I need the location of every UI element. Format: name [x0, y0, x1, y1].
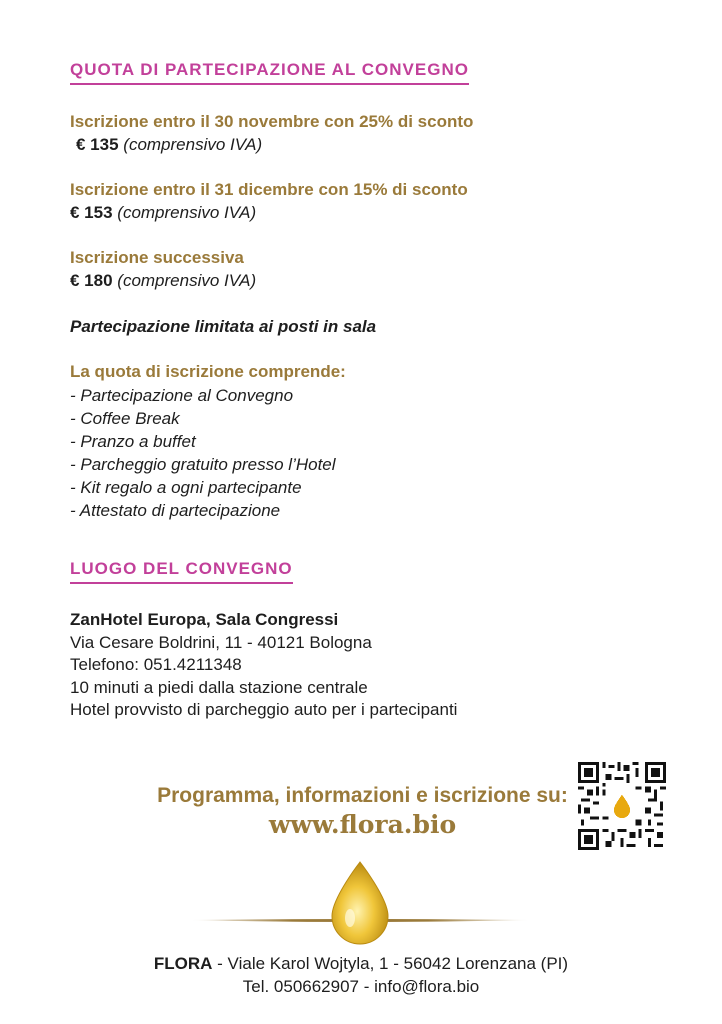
footer-address-line — [0, 954, 722, 974]
venue-name: ZanHotel Europa, Sala Congressi — [70, 610, 339, 629]
venue-section-title: LUOGO DEL CONVEGNO — [70, 559, 293, 584]
promo-url[interactable]: www.flora.bio — [268, 810, 457, 839]
tier-3-price: € 180 — [70, 271, 113, 290]
limited-seats-note: Partecipazione limitata ai posti in sala — [70, 317, 377, 336]
promo-text: Programma, informazioni e iscrizione su: — [157, 784, 568, 807]
list-item: - Parcheggio gratuito presso l’Hotel — [70, 455, 336, 474]
list-item: - Coffee Break — [70, 409, 180, 428]
list-item: - Pranzo a buffet — [70, 432, 196, 451]
includes-title: La quota di iscrizione comprende: — [70, 362, 346, 381]
tier-2-price-row — [70, 203, 256, 223]
tier-1-price: € 135 — [76, 135, 119, 154]
venue-details — [70, 609, 457, 722]
tier-2-price: € 153 — [70, 203, 113, 222]
venue-phone: Telefono: 051.4211348 — [70, 655, 242, 674]
list-item: - Partecipazione al Convegno — [70, 386, 294, 405]
oil-drop-logo — [190, 860, 530, 945]
list-item: - Attestato di partecipazione — [70, 501, 281, 520]
tier-2-note: (comprensivo IVA) — [117, 203, 257, 222]
tier-3-label: Iscrizione successiva — [70, 248, 244, 267]
qr-code-icon[interactable] — [578, 762, 666, 850]
fee-section-title: QUOTA DI PARTECIPAZIONE AL CONVEGNO — [70, 60, 469, 85]
venue-parking: Hotel provvisto di parcheggio auto per i partecipanti — [70, 700, 458, 719]
footer-address: - Viale Karol Wojtyla, 1 - 56042 Lorenzana (PI) — [212, 954, 569, 973]
footer-contact: Tel. 050662907 - info@flora.bio — [242, 977, 480, 996]
venue-address: Via Cesare Boldrini, 11 - 40121 Bologna — [70, 632, 372, 652]
footer-brand: FLORA — [153, 954, 213, 973]
list-item: - Kit regalo a ogni partecipante — [70, 478, 302, 497]
tier-3-price-row — [70, 271, 256, 291]
tier-3-note: (comprensivo IVA) — [117, 271, 257, 290]
tier-1-label: Iscrizione entro il 30 novembre con 25% di sconto — [70, 112, 474, 131]
tier-1-note: (comprensivo IVA) — [123, 135, 263, 154]
tier-2-label: Iscrizione entro il 31 dicembre con 15% di sconto — [70, 180, 468, 199]
includes-list — [70, 384, 336, 522]
venue-distance: 10 minuti a piedi dalla stazione centrale — [70, 677, 368, 697]
tier-1-price-row — [76, 135, 262, 155]
